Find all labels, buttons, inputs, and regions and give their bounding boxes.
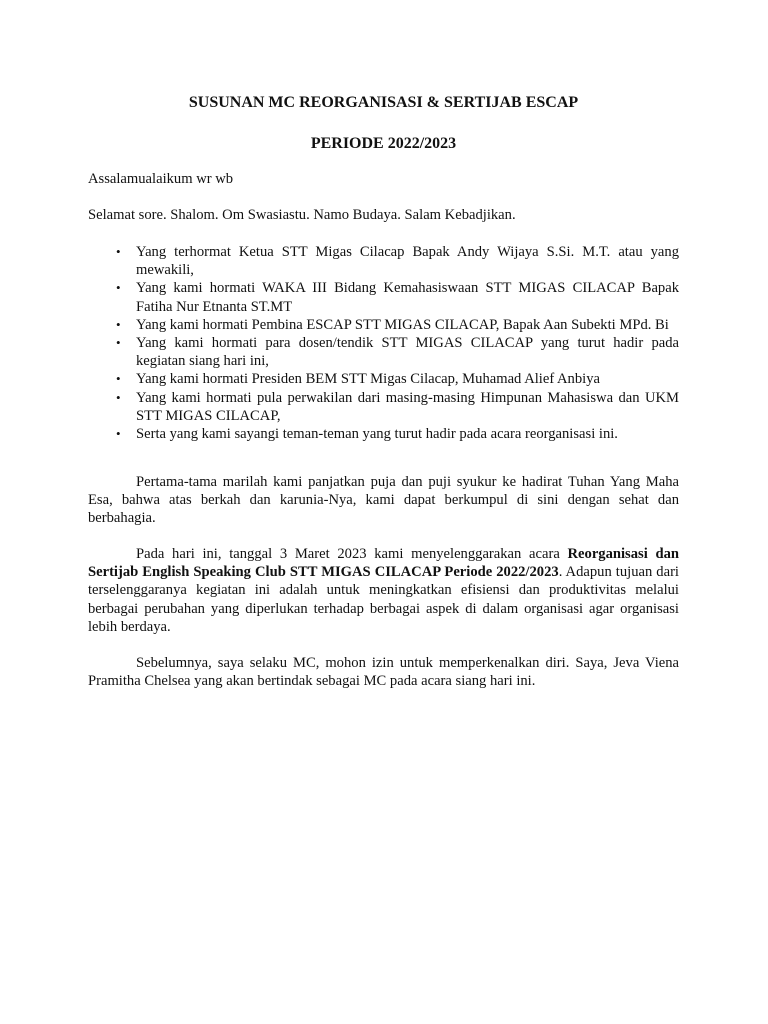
bullet-icon: • bbox=[116, 280, 121, 296]
event-name-bold: Reorganisasi dan Sertijab English Speaking Club STT MIGAS CILACAP Periode 2022/2023 bbox=[88, 546, 679, 581]
event-paragraph-end: . Adapun tujuan dari terselenggaranya kegiatan ini adalah untuk meningkatkan efisiensi dan produktivitas melalui berbagai perubahan yang diperlukan terhadap berbagai aspek di dalam organisasi agar organisasi lebih berdaya. bbox=[88, 564, 679, 635]
list-item bbox=[88, 370, 679, 388]
opening-paragraph: Pertama-tama marilah kami panjatkan puja dan puji syukur ke hadirat Tuhan Yang Maha Esa, bahwa atas berkah dan karunia-Nya, kami dapat berkumpul di sini dengan sehat dan berbahagia. bbox=[88, 474, 679, 527]
salutation-text: Selamat sore. Shalom. Om Swasiastu. Namo Budaya. Salam Kebadjikan. bbox=[88, 207, 516, 223]
document-period-title: PERIODE 2022/2023 bbox=[310, 135, 457, 152]
list-item bbox=[88, 316, 679, 334]
document-title: SUSUNAN MC REORGANISASI & SERTIJAB ESCAP bbox=[188, 94, 579, 111]
honorifics-list bbox=[88, 243, 679, 443]
event-paragraph bbox=[88, 545, 679, 636]
greeting-text: Assalamualaikum wr wb bbox=[88, 171, 234, 187]
list-item-text: Yang kami hormati para dosen/tendik STT MIGAS CILACAP yang turut hadir pada kegiatan siang hari ini, bbox=[136, 335, 679, 370]
bullet-icon: • bbox=[116, 316, 121, 332]
list-item bbox=[88, 389, 679, 425]
bullet-icon: • bbox=[116, 244, 121, 259]
bullet-icon: • bbox=[116, 371, 121, 387]
list-item-text: Yang kami hormati Pembina ESCAP STT MIGAS CILACAP, Bapak Aan Subekti MPd. Bi bbox=[136, 316, 669, 333]
list-item bbox=[88, 279, 679, 315]
list-item-text: Yang kami hormati Presiden BEM STT Migas Cilacap, Muhamad Alief Anbiya bbox=[136, 371, 600, 388]
list-item bbox=[88, 425, 679, 443]
list-item-text: Yang kami hormati WAKA III Bidang Kemahasiswaan STT MIGAS CILACAP Bapak Fatiha Nur Etnanta ST.MT bbox=[136, 280, 679, 315]
list-item-text: Yang kami hormati pula perwakilan dari masing-masing Himpunan Mahasiswa dan UKM STT MIGAS CILACAP, bbox=[136, 389, 679, 424]
mc-introduction-paragraph: Sebelumnya, saya selaku MC, mohon izin untuk memperkenalkan diri. Saya, Jeva Viena Pramitha Chelsea yang akan bertindak sebagai MC pada acara siang hari ini. bbox=[88, 655, 679, 690]
list-item bbox=[88, 243, 679, 279]
list-item-text: Yang terhormat Ketua STT Migas Cilacap Bapak Andy Wijaya S.Si. M.T. atau yang mewakili, bbox=[136, 244, 679, 279]
bullet-icon: • bbox=[116, 335, 121, 351]
bullet-icon: • bbox=[116, 426, 121, 442]
bullet-icon: • bbox=[116, 389, 121, 405]
list-item-text: Serta yang kami sayangi teman-teman yang turut hadir pada acara reorganisasi ini. bbox=[136, 426, 618, 443]
event-paragraph-start: Pada hari ini, tanggal 3 Maret 2023 kami menyelenggarakan acara bbox=[136, 546, 568, 562]
list-item bbox=[88, 334, 679, 370]
